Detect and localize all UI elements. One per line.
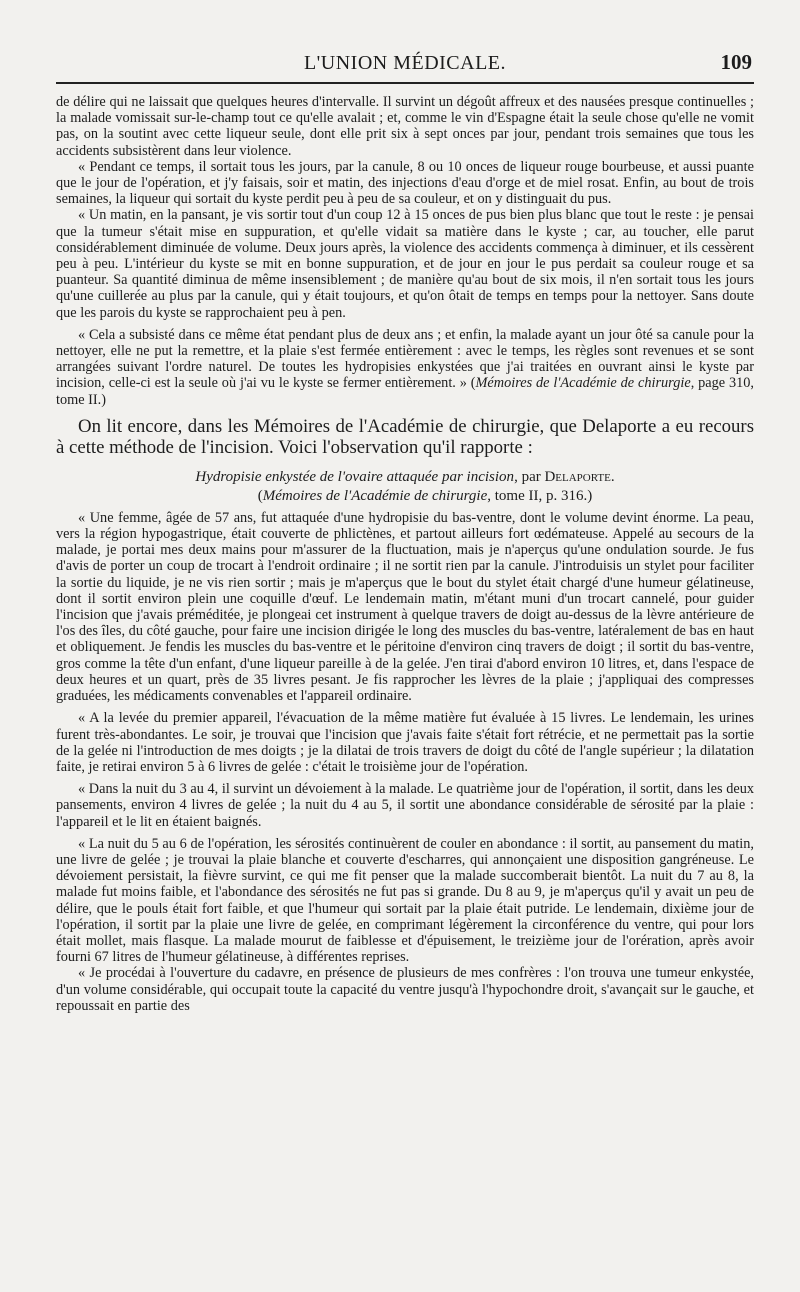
reference-tail: , tome II, p. 316.) [487, 487, 593, 504]
observation-title: Hydropisie enkystée de l'ovaire attaquée par incision [195, 468, 515, 485]
paragraph: « Une femme, âgée de 57 ans, fut attaquée d'une hydropisie du bas-ventre, dont le volume devint énorme. La peau, vers la région hypogastrique, était couverte de phlictènes, et partout ailleurs fort œdémateuse. Appelé au secours de la malade, je portai mes deux mains pour m'assurer de la fluctuation, mais je n'aperçus qu'une ondulation sourde. Je fus d'avis de porter un coup de trocart à l'endroit ordinaire ; il ne sortit rien par la canule. J'introduisis un stylet pour faciliter la sortie du liquide, je ne vis rien sortir ; mais je m'aperçus que le bout du stylet était chargé d'une humeur gélatineuse, dont il sortit environ plein une coquille d'œuf. Le lendemain matin, m'étant muni d'un trocart cannelé, pour guider l'incision que j'avais préméditée, je plongeai cet instrument à quelque travers de doigt au-dessus de la lèvre antérieure de l'os des îles, du côté gauche, pour faire une incision dirigée le long des muscles du bas-ventre, latéralement de bas en haut et obliquement. Je fendis les muscles du bas-ventre et le péritoine d'environ cinq travers de doigt ; il sortit du bas-ventre, gros comme la tête d'un enfant, d'une liqueur pareille à de la gelée. J'en tirai d'abord environ 10 litres, et, dans l'espace de deux heures et un quart, près de 35 livres pesant. Je fis rapprocher les lèvres de la plaie ; j'appliquai des compresses graduées, les médicaments convenables et l'appareil ordinaire. [56, 509, 754, 705]
paragraph [56, 327, 754, 408]
journal-title: L'UNION MÉDICALE. [303, 52, 507, 74]
reference-tail: , page 310, tome II.) [56, 375, 754, 408]
paragraph: « Pendant ce temps, il sortait tous les jours, par la canule, 8 ou 10 onces de liqueur rouge bourbeuse, et aussi puante que le jour de l'opération, et j'y faisais, soir et matin, des injections d'eau d'orge et de miel rosat. Enfin, au bout de trois semaines, la liqueur qui sortait du kyste perdit peu à peu de sa couleur, et on y distinguait du pus. [56, 158, 754, 208]
intro-paragraph: On lit encore, dans les Mémoires de l'Académie de chirurgie, que Delaporte a eu recours à cette méthode de l'incision. Voici l'observation qu'il rapporte : [56, 415, 754, 458]
paragraph: « Je procédai à l'ouverture du cadavre, en présence de plusieurs de mes confrères : l'on trouva une tumeur enkystée, d'un volume considérable, qui occupait toute la capacité du ventre jusqu'à l'hypochondre droit, s'avançait sur le gauche, et repoussait en partie des [56, 965, 754, 1014]
observation-by: , par [514, 468, 545, 485]
observation-author: Delaporte. [544, 468, 615, 485]
reference-title: Mémoires de l'Académie de chirurgie [475, 375, 691, 392]
paragraph: « A la levée du premier appareil, l'évacuation de la même matière fut évaluée à 15 livres. Le lendemain, les urines furent très-abondantes. Le soir, je trouvai que l'incision que j'avais faite s'était fort rétrécie, et ne permettait pas la sortie de la gelée ni l'introduction de mes doigts ; je la dilatai de trois travers de doigt du côté de l'angle supérieur ; la dilatation faite, je retirai environ 5 à 6 livres de gelée : c'était le troisième jour de l'opération. [56, 710, 754, 775]
paragraph: « La nuit du 5 au 6 de l'opération, les sérosités continuèrent de couler en abondance : il sortit, au pansement du matin, une livre de gelée ; je trouvai la plaie blanche et couverte d'escharres, qui annonçaient une disposition gangréneuse. Le dévoiement persistait, la fièvre survint, ce qui me fit penser que la malade succomberait bientôt. La nuit du 7 au 8, la malade fut moins faible, et l'abondance des sérosités ne fut pas si grande. Du 8 au 9, je m'aperçus qu'il y avait un peu de délire, que le pouls était fort faible, et que l'humeur qui sortait par la plaie était putride. Le lendemain, dixième jour de l'opération, il sortit par la plaie une livre de gelée, en comprimant légèrement la circonférence du ventre, qui pour lors était mollet, mais flasque. La malade mourut de faiblesse et d'épuisement, le treizième jour de l'orération, après avoir fourni 67 litres de l'humeur gélatineuse, à différentes reprises. [56, 835, 754, 966]
paragraph: « Un matin, en la pansant, je vis sortir tout d'un coup 12 à 15 onces de pus bien plus blanc que tout le reste : je pensai que la tumeur s'était mise en suppuration, et qu'elle vidait sa matière dans le kyste ; car, au toucher, elle parut considérablement diminuée de volume. Deux jours après, la violence des accidents commença à diminuer, et ils cessèrent peu à peu. L'intérieur du kyste se mit en bonne suppuration, et de jour en jour le pus perdait sa couleur rouge et sa puanteur. Sa quantité diminua de même insensiblement ; de manière qu'au bout de six mois, il n'en sortait tous les jours qu'une cuillerée au plus par la canule, qui y était toujours, et qu'on ôtait de temps en temps pour la nettoyer. Sans doute que les parois du kyste se rapprochaient peu à pen. [56, 207, 754, 321]
reference-open: ( [257, 487, 263, 504]
paragraph: de délire qui ne laissait que quelques heures d'intervalle. Il survint un dégoût affreux et des nausées presque continuelles ; la malade vomissait sur-le-champ tout ce qu'elle avalait ; et, comme le vin d'Espagne était la seule chose qu'elle ne vomit pas, on la soutint avec cette liqueur seule, dont elle prit six à sept onces par jour, pendant trois semaines que tous les accidents subsistèrent dans leur violence. [56, 94, 754, 159]
observation-reference [56, 487, 754, 506]
paragraph-text: « Cela a subsisté dans ce même état pendant plus de deux ans ; et enfin, la malade ayant un jour ôté sa canule pour la nettoyer, elle ne put la remettre, et la plaie s'est fermée entièrement : avec le temps, les règles sont revenues et se sont arrangées suivant l'ordre naturel. De toutes les hydropisies enkystées que j'ai traitées en ouvrant ainsi le kyste par incision, celle-ci est la seule où j'ai vu le kyste se fermer entièrement. » ( [56, 326, 754, 392]
reference-title: Mémoires de l'Académie de chirurgie [262, 487, 488, 504]
page-number: 109 [720, 50, 752, 74]
paragraph: « Dans la nuit du 3 au 4, il survint un dévoiement à la malade. Le quatrième jour de l'opération, il sortit, dans les deux pansements, environ 4 livres de gelée ; la nuit du 4 au 5, il sortit une abondance considérable de sérosité par la plaie : l'appareil et le lit en étaient baignés. [56, 781, 754, 830]
running-header [56, 48, 754, 84]
observation-heading [56, 468, 754, 506]
observation-body [56, 510, 754, 1014]
quoted-observation-continuation [56, 94, 754, 408]
